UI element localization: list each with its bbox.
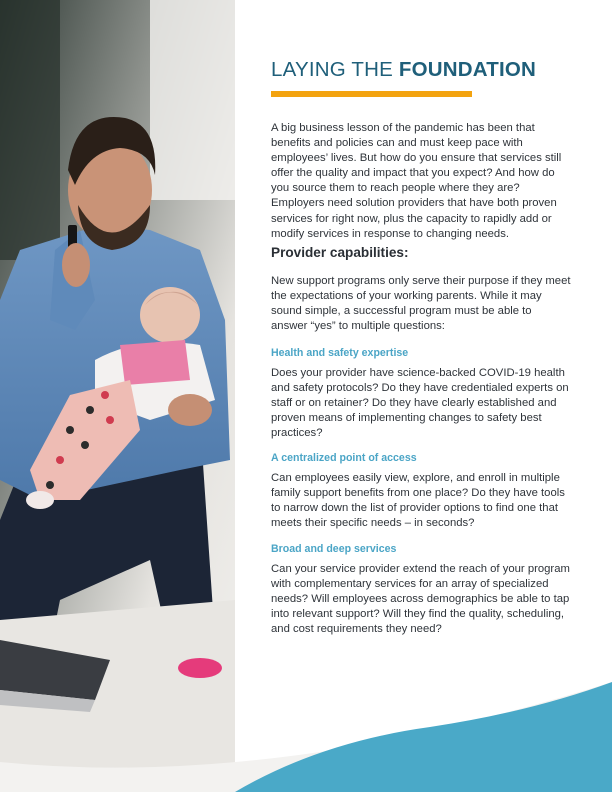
decorative-wave [0,672,612,792]
subsection-heading-broad-services: Broad and deep services [271,543,397,555]
subsection-body-centralized-access: Can employees easily view, explore, and enroll in multiple family support benefits from one place? Do they have tools to narrow down the list of provider options to find one that meets their specific needs – in seconds? [271,472,565,530]
title-bold: FOUNDATION [398,58,537,81]
page-title [271,58,536,82]
subsection-body-health-safety: Does your provider have science-backed COVID-19 health and safety protocols? Do they have credentialed experts on staff or on retainer? Do they have clearly established and proven means of implementing changes to safety best practices? [271,367,569,440]
subsection-body-broad-services: Can your service provider extend the reach of your program with complementary services for an array of specialized needs? Will employees across demographics be able to tap into relevant support? Will they find the quality, scheduling, and cost requirements they need? [271,563,570,636]
title-light: LAYING THE [271,58,393,81]
section-heading: Provider capabilities: [271,245,409,260]
section-intro: New support programs only serve their purpose if they meet the expectations of your working parents. While it may sound simple, a successful program must be able to answer “yes” to multiple questions: [271,275,571,333]
title-underline [271,91,472,97]
subsection-heading-health-safety: Health and safety expertise [271,347,409,359]
subsection-heading-centralized-access: A centralized point of access [271,452,417,464]
intro-paragraph: A big business lesson of the pandemic has been that benefits and policies can and must keep pace with employees’ lives. But how do you ensure that services still offer the quality and impact that you expect? And how do you source them to reach people where they are? Employers need solution providers that have both proven services for right now, plus the capacity to rapidly add or modify services in response to changing needs. [271,122,562,240]
